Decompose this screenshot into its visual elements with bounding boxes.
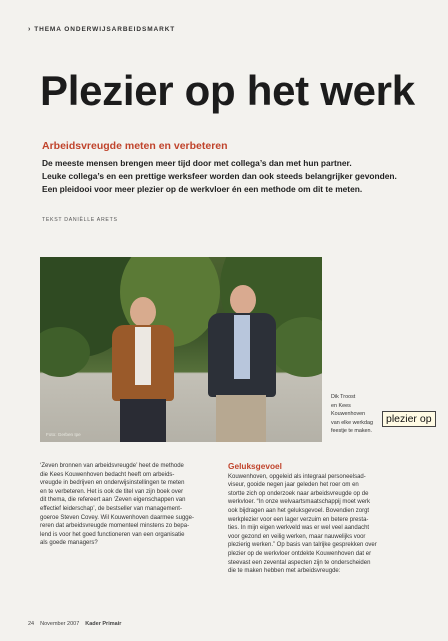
body-line: werkplezier voor een lager verzuim en betere presta-: [228, 516, 369, 523]
body-line: viseur, gooide negen jaar geleden het roer om en: [228, 482, 359, 489]
caption-line: en Kees: [331, 402, 351, 409]
person-right: [200, 285, 280, 442]
body-line: plezierig werken.” Op basis van talrijke gesprekken over: [228, 542, 377, 549]
issue-date: November 2007: [40, 621, 80, 627]
page-number: 24: [28, 621, 35, 627]
body-line: vreugde in bedrijven en onderwijsinstellingen te meten: [40, 480, 185, 487]
article-photo: [40, 257, 322, 442]
body-line: steevast een zevental aspecten zijn te onderscheiden: [228, 559, 371, 566]
body-line: plezier op de werkvloer ontdekte Kouwenhoven dat er: [228, 550, 372, 557]
body-line: en te verbeteren. Het is ook de titel van zijn boek over: [40, 488, 184, 495]
headline: Plezier op het werk: [40, 67, 415, 114]
body-line: voor gezond en veilig werken, maar nauwelijks voor: [228, 533, 366, 540]
page-footer: [28, 621, 121, 627]
body-column-left: [40, 462, 220, 548]
section-label: [28, 26, 175, 33]
body-line: die Kees Kouwenhoven bedacht heeft om arbeids-: [40, 471, 175, 478]
body-line: lend is voor het goed functioneren van een organisatie: [40, 531, 185, 538]
section-heading: Geluksgevoel: [228, 461, 282, 471]
body-line: ‘Zeven bronnen van arbeidsvreugde’ heet de methode: [40, 463, 184, 469]
subtitle: Arbeidsvreugde meten en verbeteren: [42, 140, 228, 152]
body-line: stortte zich op onderzoek naar arbeidsvreugde op de: [228, 490, 369, 497]
body-line: als goede managers?: [40, 540, 98, 547]
body-line: die te maken hebben met arbeidsvreugde:: [228, 568, 341, 575]
body-line: werkvloer. “In onze welvaartsmaatschappij moet werk: [228, 499, 371, 506]
magazine-name: Kader Primair: [85, 621, 122, 627]
caption-line: Kouwenhoven: [331, 411, 366, 417]
person-left: [108, 297, 178, 442]
lead-paragraph: [42, 157, 422, 196]
body-line: effectief leiderschap’, de bestseller van management-: [40, 505, 182, 512]
section-label-text: THEMA ONDERWIJSARBEIDSMARKT: [34, 26, 176, 33]
lead-line: De meeste mensen brengen meer tijd door met collega’s dan met hun partner.: [42, 158, 352, 168]
caption-line: van elke werkdag: [331, 419, 373, 426]
tooltip: plezier op: [382, 411, 436, 427]
caption-line: feestje te maken.: [331, 428, 373, 434]
body-line: ook bijdragen aan het geluksgevoel. Bovendien zorgt: [228, 507, 370, 514]
chevron-right-icon: ›: [28, 26, 32, 33]
body-line: ties. In mijn eigen werkveld was er wel veel aandacht: [228, 525, 370, 532]
caption-line: Dik Troost: [331, 394, 356, 400]
body-line: dit thema, die refereert aan ‘Zeven eigenschappen van: [40, 497, 186, 504]
body-line: Kouwenhoven, opgeleid als integraal personeelsad-: [228, 473, 366, 480]
photo-caption: [331, 393, 389, 436]
lead-line: Een pleidooi voor meer plezier op de werkvloer én een methode om dit te meten.: [42, 184, 363, 194]
body-line: goeroe Steven Covey. Wil Kouwenhoven daarmee sugge-: [40, 514, 194, 521]
lead-line: Leuke collega’s en een prettige werksfeer worden dan ook steeds belangrijker gevonden.: [42, 171, 397, 181]
body-column-right: [228, 462, 408, 576]
photo-credit: Foto: Gerben Ipe: [46, 432, 81, 437]
body-line: reren dat arbeidsvreugde momenteel minstens zo bepa-: [40, 523, 190, 530]
byline: TEKST DANIËLLE ARETS: [42, 217, 118, 223]
